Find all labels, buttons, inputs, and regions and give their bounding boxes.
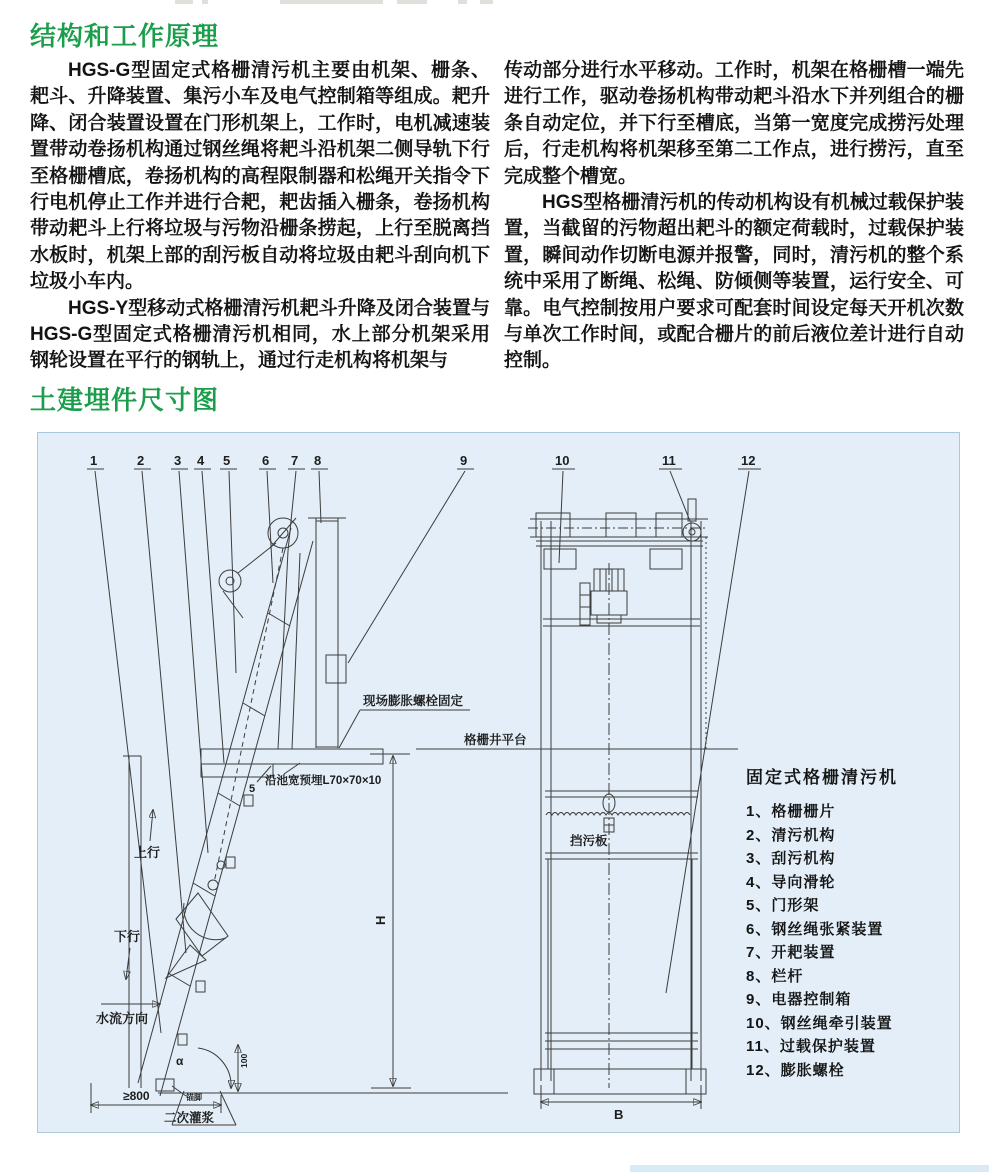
water-line	[546, 813, 690, 816]
wire-rope	[214, 548, 283, 883]
two-column-body	[30, 58, 965, 375]
callout-12: 12	[741, 453, 756, 468]
frame-feet	[534, 1069, 706, 1094]
label-embed-angle: 沿池宽预埋L70×70×10	[265, 775, 382, 787]
legend-item: 10、钢丝绳牵引装置	[746, 1014, 893, 1032]
grating-bars	[545, 859, 698, 1069]
legend-item: 6、钢丝绳张紧装置	[746, 920, 884, 938]
ladder-railing	[308, 518, 346, 748]
paragraph: HGS-G型固定式格栅清污机主要由机架、栅条、耙斗、升降装置、集污小车及电气控制箱等组成。耙升降、闭合装置设置在门形机架上，工作时，电机减速装置带动卷扬机构通过钢丝绳将耙斗沿机架二侧导轨下行至格栅槽底，卷扬机构的高程限制器和松绳开关指令下行电机停止工作并进行合耙，耙齿插入栅条，卷扬机构带动耙斗上行将垃圾与污物沿栅条捞起，上行至脱离挡水板时，机架上部的刮污板自动将垃圾由耙斗刮向机下垃圾小车内。	[30, 60, 490, 293]
right-column	[504, 58, 964, 375]
callout-2: 2	[137, 453, 145, 468]
callout-11: 11	[662, 453, 676, 468]
cross-beams	[543, 619, 700, 859]
cropped-text-fragment	[397, 0, 427, 4]
label-anchor-foot: 锚脚	[186, 1093, 202, 1102]
legend-item: 11、过载保护装置	[746, 1038, 876, 1055]
cropped-text-fragment	[202, 0, 208, 4]
callout-1: 1	[90, 453, 98, 468]
hoist-motor	[580, 569, 627, 625]
callout-9: 9	[460, 453, 468, 468]
callout-7: 7	[291, 453, 299, 468]
legend-item: 1、格栅栅片	[746, 803, 836, 820]
cropped-text-fragment	[458, 0, 467, 4]
control-box	[326, 655, 346, 683]
motion-annotations	[96, 810, 160, 1026]
cropped-text-fragment	[175, 0, 193, 4]
legend-item: 3、刮污机构	[746, 850, 836, 867]
frame-cross-ties	[168, 613, 290, 986]
legend-item: 12、膨胀螺栓	[746, 1061, 845, 1079]
portal-frame	[278, 551, 300, 749]
label-up: 上行	[134, 845, 161, 860]
label-portal-number: 5	[249, 783, 256, 795]
embed-labels	[249, 693, 470, 795]
cropped-text-fragment	[280, 0, 383, 4]
label-alpha: α	[176, 1054, 184, 1068]
callout-8: 8	[314, 453, 322, 468]
paragraph: HGS-Y型移动式格栅清污机耙斗升降及闭合装置与HGS-G型固定式格栅清污机相同，水上部分机架采用钢轮设置在平行的钢轨上，通过行走机构将机架与	[30, 297, 490, 372]
cropped-text-fragment	[480, 0, 493, 4]
callout-4: 4	[197, 453, 205, 468]
dim-100: 100	[239, 1053, 249, 1068]
bottom-dimensions	[91, 1045, 249, 1125]
label-baffle: 挡污板	[570, 834, 608, 848]
callout-3: 3	[174, 453, 182, 468]
callout-5: 5	[223, 453, 231, 468]
left-column	[30, 58, 490, 375]
callout-6: 6	[262, 453, 270, 468]
platform-slab	[201, 749, 494, 777]
legend-item: 4、导向滑轮	[746, 873, 836, 891]
legend-item: 9、电器控制箱	[746, 991, 852, 1008]
next-section-panel-edge	[630, 1165, 989, 1172]
label-flow-direction: 水流方向	[96, 1011, 149, 1026]
front-view-drawing	[456, 499, 738, 1122]
diagram-panel	[37, 432, 960, 1133]
label-secondary-grout: 二次灌浆	[164, 1111, 215, 1125]
legend-item: 8、栏杆	[746, 967, 804, 985]
legend-title: 固定式格栅清污机	[746, 768, 898, 787]
callout-numbers	[87, 453, 761, 469]
label-site-bolt-fix: 现场膨胀螺栓固定	[363, 694, 464, 708]
legend-item: 2、清污机构	[746, 826, 836, 844]
callout-leader-lines	[95, 471, 749, 1033]
legend	[746, 763, 956, 1082]
legend-item: 7、开耙装置	[746, 944, 836, 961]
guide-shoes	[178, 795, 253, 1045]
callout-10: 10	[555, 453, 570, 468]
paragraph: 传动部分进行水平移动。工作时，机架在格栅槽一端先进行工作，驱动卷扬机构带动耙斗沿水下并列组合的栅条自动定位，并下行至槽底，当第一宽度完成捞污处理后，行走机构将机架移至第二工作点，进行捞污，直至完成整个槽宽。	[504, 60, 964, 187]
dim-min-800: ≥800	[123, 1089, 150, 1103]
h-dimension	[370, 754, 411, 1088]
section-heading-diagram: 土建埋件尺寸图	[30, 385, 220, 415]
grating-well-platform	[456, 732, 738, 749]
label-down: 下行	[114, 929, 141, 944]
paragraph: HGS型格栅清污机的传动机构设有机械过载保护装置，当截留的污物超出耙斗的额定荷载时，过载保护装置，瞬间动作切断电源并报警，同时，清污机的整个系统中采用了断绳、松绳、防倾侧等装置，运行安全、可靠。电气控制按用户要求可配套时间设定每天开机次数与单次工作时间，或配合栅片的前后液位差计进行自动控制。	[504, 192, 964, 372]
b-dimension	[541, 1085, 701, 1122]
traction-rail-assembly	[528, 513, 708, 569]
legend-item: 5、门形架	[746, 897, 820, 914]
channel-wall	[123, 756, 141, 1088]
label-platform: 格栅井平台	[464, 733, 527, 747]
dim-h: H	[373, 915, 388, 925]
dim-b: B	[614, 1107, 624, 1122]
section-heading-principle: 结构和工作原理	[30, 21, 220, 51]
side-view-drawing	[91, 518, 508, 1125]
